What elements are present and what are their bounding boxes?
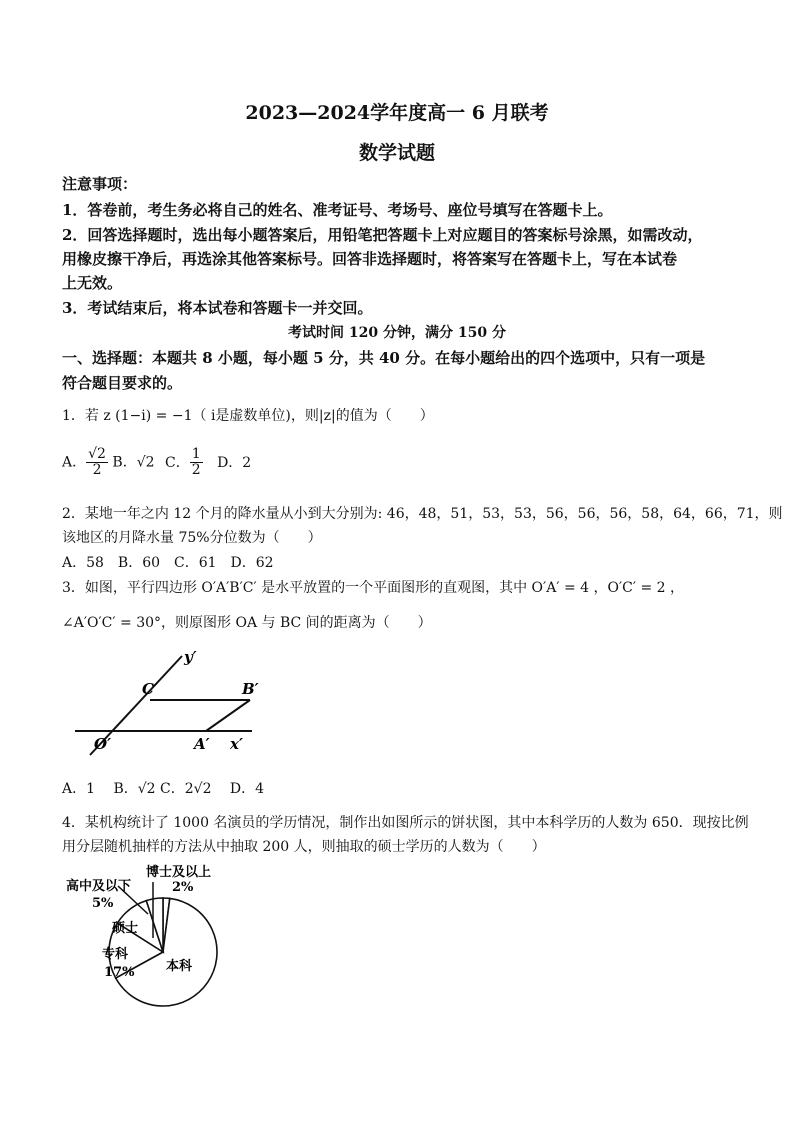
label-o-prime: O′ [94,735,112,753]
exam-info: 考试时间 120 分钟，满分 150 分 [288,325,506,341]
label-c-prime: C′ [142,680,158,698]
q1-option-c-denominator: 2 [191,462,201,478]
exam-title: 2023—2024学年度高一 6 月联考 [245,102,549,124]
q1-option-a-denominator: 2 [92,462,102,478]
label-y-prime: y′ [184,648,197,666]
q1-option-a-fraction [86,447,108,478]
notice-heading: 注意事项： [62,175,138,193]
question-3-stem-cont: ∠A′O′C′ = 30°，则原图形 OA 与 BC 间的距离为（ ） [62,615,432,631]
label-doctor: 博士及以上 [146,865,212,880]
label-b-prime: B′ [242,680,259,698]
label-master: 硕士 [112,921,139,936]
question-1-options [62,447,251,478]
section-1-heading-cont: 符合题目要求的。 [62,374,183,392]
notice-item-2: 2．回答选择题时，选出每小题答案后，用铅笔把答题卡上对应题目的答案标号涂黑，如需改动， [62,226,703,244]
q1-option-d: D．2 [217,454,252,471]
q1-option-a-numerator: √2 [88,446,106,462]
notice-item-1: 1．答卷前，考生务必将自己的姓名、准考证号、考场号、座位号填写在答题卡上。 [62,201,613,219]
label-highschool-pct: 5% [92,896,114,911]
notice-item-2-end: 上无效。 [62,274,123,292]
label-highschool: 高中及以下 [66,879,132,894]
edge-ab [206,700,250,731]
q1-option-b: B．√2 [112,454,155,471]
notice-item-3: 3．考试结束后，将本试卷和答题卡一并交回。 [62,299,373,317]
question-1-stem: 1．若 z (1−i) = −1（ i是虚数单位)，则|z|的值为（ ） [62,408,434,424]
question-4-stem-cont: 用分层随机抽样的方法从中抽取 200 人，则抽取的硕士学历的人数为（ ） [62,839,546,855]
question-2-stem-cont: 该地区的月降水量 75%分位数为（ ） [62,530,322,546]
question-2-stem: 2．某地一年之内 12 个月的降水量从小到大分别为: 46，48，51，53，53，56，56，56，58，64，66，71，则 [62,506,783,522]
parallelogram-figure [70,648,260,760]
pie-chart [60,860,240,1020]
q1-option-a-label: A． [62,454,87,471]
label-junior-pct: 17% [104,965,135,980]
section-1-heading: 一、选择题：本题共 8 小题，每小题 5 分，共 40 分。在每小题给出的四个选项中，只有一项是 [62,349,706,367]
notice-item-2-cont: 用橡皮擦干净后，再选涂其他答案标号。回答非选择题时，将答案写在答题卡上，写在本试卷 [62,250,678,268]
q1-option-c-fraction [190,447,203,478]
q1-option-c-numerator: 1 [191,446,201,462]
question-3-stem: 3．如图，平行四边形 O′A′B′C′ 是水平放置的一个平面图形的直观图，其中 O′A′ = 4 ，O′C′ = 2 ， [62,580,685,596]
label-bachelor: 本科 [166,959,193,974]
question-3-options: A．1 B．√2 C．2√2 D．4 [62,781,265,797]
label-junior: 专科 [102,947,129,962]
label-a-prime: A′ [194,735,210,753]
label-x-prime: x′ [230,735,243,753]
label-doctor-pct: 2% [172,880,194,895]
question-4-stem: 4．某机构统计了 1000 名演员的学历情况，制作出如图所示的饼状图，其中本科学历的人数为 650．现按比例 [62,815,749,831]
exam-subtitle: 数学试题 [358,142,435,164]
q1-option-c-label: C． [164,454,190,471]
question-2-options: A．58 B．60 C．61 D．62 [62,555,274,571]
